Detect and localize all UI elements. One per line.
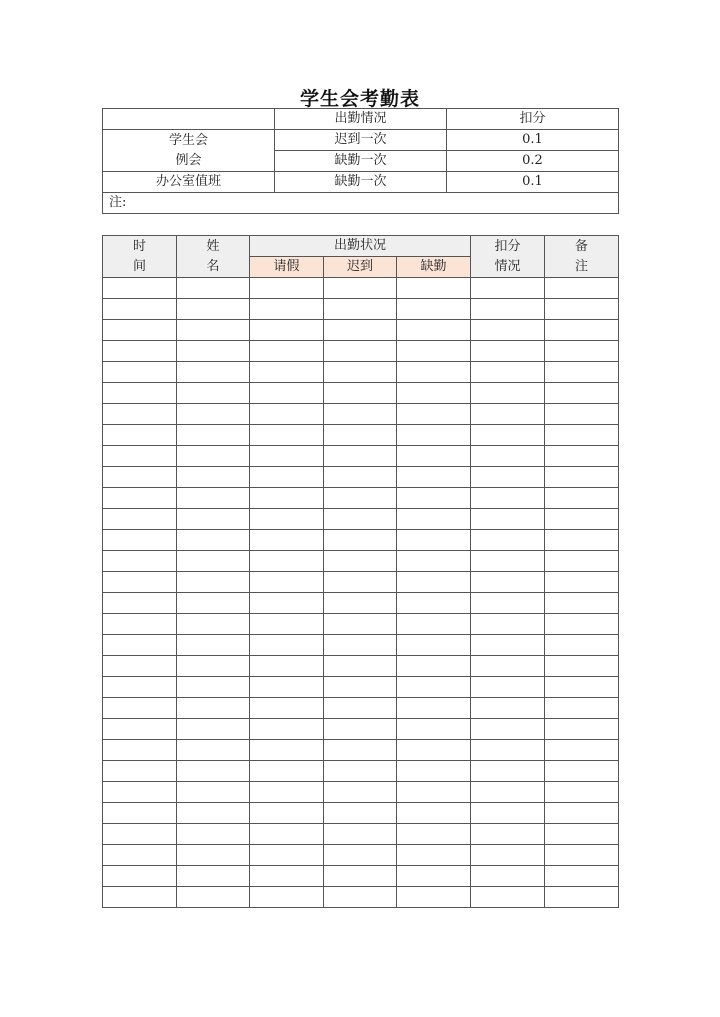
table-row bbox=[103, 551, 619, 572]
header-deduction-line1: 扣分 bbox=[494, 238, 521, 254]
table-row bbox=[103, 740, 619, 761]
table-cell bbox=[324, 824, 397, 845]
table-cell bbox=[545, 425, 619, 446]
table-cell bbox=[250, 404, 324, 425]
table-cell bbox=[177, 383, 250, 404]
table-cell bbox=[471, 824, 545, 845]
table-cell bbox=[324, 593, 397, 614]
table-cell bbox=[250, 677, 324, 698]
header-name-line2: 名 bbox=[206, 258, 220, 274]
rules-note-row bbox=[103, 193, 619, 214]
table-cell bbox=[250, 572, 324, 593]
table-cell bbox=[103, 698, 177, 719]
table-row bbox=[103, 761, 619, 782]
table-cell bbox=[545, 404, 619, 425]
table-cell bbox=[471, 866, 545, 887]
table-cell bbox=[545, 740, 619, 761]
table-cell bbox=[471, 278, 545, 299]
table-cell bbox=[545, 383, 619, 404]
table-cell bbox=[397, 593, 471, 614]
table-cell bbox=[471, 803, 545, 824]
table-row bbox=[103, 572, 619, 593]
table-row bbox=[103, 656, 619, 677]
rules-deduction-cell: 0.2 bbox=[447, 151, 619, 172]
table-cell bbox=[324, 425, 397, 446]
table-row bbox=[103, 677, 619, 698]
table-cell bbox=[324, 509, 397, 530]
header-remarks-line1: 备 bbox=[574, 238, 588, 254]
table-cell bbox=[471, 320, 545, 341]
rules-attendance-cell: 缺勤一次 bbox=[275, 151, 447, 172]
table-cell bbox=[397, 551, 471, 572]
header-time-line1: 时 bbox=[132, 238, 146, 254]
deduction-rules-table bbox=[102, 108, 619, 214]
table-cell bbox=[324, 488, 397, 509]
rules-category-meeting-line1: 学生会 bbox=[168, 132, 208, 148]
table-cell bbox=[103, 761, 177, 782]
rules-header-blank bbox=[103, 109, 275, 130]
table-cell bbox=[471, 299, 545, 320]
table-cell bbox=[397, 341, 471, 362]
header-remarks-line2: 注 bbox=[574, 258, 588, 274]
table-cell bbox=[103, 404, 177, 425]
table-cell bbox=[545, 467, 619, 488]
table-cell bbox=[471, 362, 545, 383]
table-cell bbox=[397, 635, 471, 656]
table-cell bbox=[103, 446, 177, 467]
table-cell bbox=[103, 278, 177, 299]
table-cell bbox=[545, 887, 619, 908]
rules-note: 注: bbox=[103, 193, 619, 214]
rules-attendance-cell: 缺勤一次 bbox=[275, 172, 447, 193]
table-cell bbox=[471, 593, 545, 614]
table-cell bbox=[397, 488, 471, 509]
table-cell bbox=[250, 299, 324, 320]
table-cell bbox=[177, 341, 250, 362]
table-cell bbox=[397, 614, 471, 635]
table-cell bbox=[177, 572, 250, 593]
table-cell bbox=[324, 530, 397, 551]
table-cell bbox=[177, 509, 250, 530]
table-cell bbox=[250, 824, 324, 845]
table-cell bbox=[471, 425, 545, 446]
table-cell bbox=[103, 383, 177, 404]
table-cell bbox=[545, 341, 619, 362]
rules-header-attendance: 出勤情况 bbox=[275, 109, 447, 130]
table-cell bbox=[250, 551, 324, 572]
table-cell bbox=[250, 656, 324, 677]
table-row bbox=[103, 845, 619, 866]
table-cell bbox=[103, 488, 177, 509]
rules-deduction-cell: 0.1 bbox=[447, 130, 619, 151]
table-cell bbox=[397, 299, 471, 320]
table-cell bbox=[397, 803, 471, 824]
table-cell bbox=[324, 782, 397, 803]
table-row bbox=[103, 467, 619, 488]
table-cell bbox=[471, 341, 545, 362]
header-remarks bbox=[545, 236, 619, 278]
table-cell bbox=[250, 530, 324, 551]
table-cell bbox=[250, 509, 324, 530]
table-cell bbox=[177, 446, 250, 467]
table-cell bbox=[177, 320, 250, 341]
table-cell bbox=[397, 698, 471, 719]
table-cell bbox=[250, 698, 324, 719]
table-cell bbox=[177, 299, 250, 320]
table-cell bbox=[397, 446, 471, 467]
table-cell bbox=[397, 782, 471, 803]
table-cell bbox=[177, 782, 250, 803]
table-cell bbox=[324, 320, 397, 341]
table-cell bbox=[471, 635, 545, 656]
table-cell bbox=[177, 677, 250, 698]
rules-header-deduction: 扣分 bbox=[447, 109, 619, 130]
table-cell bbox=[545, 530, 619, 551]
table-cell bbox=[397, 719, 471, 740]
table-cell bbox=[177, 530, 250, 551]
table-cell bbox=[397, 761, 471, 782]
table-row bbox=[103, 887, 619, 908]
table-cell bbox=[471, 719, 545, 740]
table-cell bbox=[177, 740, 250, 761]
table-cell bbox=[545, 698, 619, 719]
header-name-line1: 姓 bbox=[206, 238, 220, 254]
table-cell bbox=[397, 425, 471, 446]
table-cell bbox=[397, 740, 471, 761]
table-cell bbox=[103, 845, 177, 866]
table-cell bbox=[545, 614, 619, 635]
rules-category-meeting-line2: 例会 bbox=[175, 152, 202, 168]
table-row bbox=[103, 635, 619, 656]
table-cell bbox=[324, 719, 397, 740]
table-cell bbox=[250, 425, 324, 446]
rules-attendance-cell: 迟到一次 bbox=[275, 130, 447, 151]
table-cell bbox=[250, 740, 324, 761]
table-cell bbox=[177, 845, 250, 866]
table-row bbox=[103, 593, 619, 614]
table-cell bbox=[103, 509, 177, 530]
table-cell bbox=[545, 824, 619, 845]
table-cell bbox=[397, 677, 471, 698]
table-cell bbox=[250, 467, 324, 488]
table-cell bbox=[324, 446, 397, 467]
table-cell bbox=[545, 719, 619, 740]
table-cell bbox=[177, 278, 250, 299]
table-cell bbox=[397, 824, 471, 845]
table-cell bbox=[545, 845, 619, 866]
table-cell bbox=[471, 740, 545, 761]
table-cell bbox=[545, 278, 619, 299]
table-row bbox=[103, 866, 619, 887]
table-cell bbox=[103, 866, 177, 887]
table-cell bbox=[471, 656, 545, 677]
table-cell bbox=[177, 362, 250, 383]
table-cell bbox=[103, 635, 177, 656]
table-cell bbox=[324, 761, 397, 782]
table-cell bbox=[250, 446, 324, 467]
table-cell bbox=[250, 845, 324, 866]
table-cell bbox=[250, 383, 324, 404]
table-cell bbox=[471, 530, 545, 551]
table-cell bbox=[103, 740, 177, 761]
table-cell bbox=[471, 551, 545, 572]
table-cell bbox=[471, 887, 545, 908]
table-cell bbox=[177, 593, 250, 614]
table-row bbox=[103, 299, 619, 320]
rules-category-meeting bbox=[103, 130, 275, 172]
table-row bbox=[103, 530, 619, 551]
table-row bbox=[103, 509, 619, 530]
table-cell bbox=[103, 320, 177, 341]
table-cell bbox=[471, 446, 545, 467]
table-cell bbox=[103, 593, 177, 614]
table-cell bbox=[545, 320, 619, 341]
header-attendance-status: 出勤状况 bbox=[250, 236, 471, 257]
header-deduction bbox=[471, 236, 545, 278]
table-cell bbox=[471, 404, 545, 425]
table-cell bbox=[324, 698, 397, 719]
table-row bbox=[103, 404, 619, 425]
table-cell bbox=[250, 887, 324, 908]
table-cell bbox=[471, 698, 545, 719]
table-cell bbox=[103, 782, 177, 803]
table-cell bbox=[103, 719, 177, 740]
table-cell bbox=[545, 572, 619, 593]
table-cell bbox=[471, 383, 545, 404]
table-cell bbox=[545, 761, 619, 782]
table-cell bbox=[324, 362, 397, 383]
table-cell bbox=[324, 656, 397, 677]
table-cell bbox=[324, 845, 397, 866]
table-cell bbox=[177, 488, 250, 509]
table-cell bbox=[250, 593, 324, 614]
table-cell bbox=[103, 572, 177, 593]
table-cell bbox=[397, 320, 471, 341]
table-cell bbox=[103, 803, 177, 824]
table-cell bbox=[397, 656, 471, 677]
rules-row-office-duty bbox=[103, 172, 619, 193]
header-absent: 缺勤 bbox=[397, 257, 471, 278]
table-cell bbox=[103, 362, 177, 383]
table-cell bbox=[324, 635, 397, 656]
table-row bbox=[103, 719, 619, 740]
table-cell bbox=[545, 677, 619, 698]
table-cell bbox=[471, 761, 545, 782]
table-row bbox=[103, 362, 619, 383]
table-cell bbox=[250, 320, 324, 341]
table-cell bbox=[324, 341, 397, 362]
header-time bbox=[103, 236, 177, 278]
table-cell bbox=[103, 425, 177, 446]
table-row bbox=[103, 320, 619, 341]
table-cell bbox=[177, 698, 250, 719]
table-cell bbox=[103, 614, 177, 635]
table-cell bbox=[471, 845, 545, 866]
table-cell bbox=[545, 866, 619, 887]
table-cell bbox=[324, 278, 397, 299]
table-cell bbox=[471, 614, 545, 635]
table-cell bbox=[397, 278, 471, 299]
table-cell bbox=[324, 383, 397, 404]
table-cell bbox=[177, 656, 250, 677]
rules-category-office: 办公室值班 bbox=[103, 172, 275, 193]
table-row bbox=[103, 614, 619, 635]
table-cell bbox=[103, 467, 177, 488]
table-cell bbox=[397, 530, 471, 551]
table-cell bbox=[103, 530, 177, 551]
header-deduction-line2: 情况 bbox=[494, 258, 521, 274]
table-cell bbox=[177, 467, 250, 488]
table-cell bbox=[471, 509, 545, 530]
table-cell bbox=[177, 887, 250, 908]
table-cell bbox=[250, 362, 324, 383]
page-title: 学生会考勤表 bbox=[299, 88, 420, 110]
table-cell bbox=[397, 887, 471, 908]
table-cell bbox=[397, 467, 471, 488]
table-cell bbox=[250, 278, 324, 299]
table-cell bbox=[103, 551, 177, 572]
table-cell bbox=[545, 551, 619, 572]
table-cell bbox=[177, 614, 250, 635]
header-name bbox=[177, 236, 250, 278]
table-cell bbox=[250, 635, 324, 656]
table-cell bbox=[324, 677, 397, 698]
table-cell bbox=[397, 383, 471, 404]
header-leave: 请假 bbox=[250, 257, 324, 278]
table-cell bbox=[397, 866, 471, 887]
table-cell bbox=[471, 677, 545, 698]
table-cell bbox=[103, 341, 177, 362]
table-cell bbox=[177, 635, 250, 656]
table-row bbox=[103, 446, 619, 467]
table-cell bbox=[177, 824, 250, 845]
table-row bbox=[103, 824, 619, 845]
table-row bbox=[103, 278, 619, 299]
table-cell bbox=[103, 656, 177, 677]
table-row bbox=[103, 341, 619, 362]
table-row bbox=[103, 782, 619, 803]
table-cell bbox=[545, 782, 619, 803]
rules-row-meeting-late bbox=[103, 130, 619, 151]
table-cell bbox=[545, 635, 619, 656]
table-cell bbox=[177, 866, 250, 887]
table-cell bbox=[545, 446, 619, 467]
table-cell bbox=[177, 404, 250, 425]
table-cell bbox=[250, 488, 324, 509]
table-cell bbox=[250, 719, 324, 740]
table-cell bbox=[103, 824, 177, 845]
table-cell bbox=[103, 299, 177, 320]
table-cell bbox=[545, 803, 619, 824]
attendance-header-row-1 bbox=[103, 236, 619, 257]
table-cell bbox=[397, 845, 471, 866]
table-cell bbox=[397, 404, 471, 425]
table-cell bbox=[324, 551, 397, 572]
table-row bbox=[103, 803, 619, 824]
header-late: 迟到 bbox=[324, 257, 397, 278]
table-cell bbox=[471, 572, 545, 593]
rules-header-row bbox=[103, 109, 619, 130]
table-cell bbox=[324, 740, 397, 761]
table-row bbox=[103, 698, 619, 719]
table-cell bbox=[250, 866, 324, 887]
table-cell bbox=[177, 719, 250, 740]
table-cell bbox=[250, 614, 324, 635]
table-cell bbox=[177, 551, 250, 572]
table-cell bbox=[250, 782, 324, 803]
table-cell bbox=[397, 362, 471, 383]
table-cell bbox=[471, 488, 545, 509]
table-cell bbox=[397, 509, 471, 530]
table-cell bbox=[545, 509, 619, 530]
table-row bbox=[103, 425, 619, 446]
attendance-body bbox=[103, 278, 619, 908]
table-cell bbox=[177, 425, 250, 446]
table-cell bbox=[471, 467, 545, 488]
table-cell bbox=[324, 467, 397, 488]
rules-deduction-cell: 0.1 bbox=[447, 172, 619, 193]
table-cell bbox=[177, 803, 250, 824]
table-cell bbox=[103, 677, 177, 698]
table-row bbox=[103, 488, 619, 509]
table-cell bbox=[177, 761, 250, 782]
table-cell bbox=[324, 404, 397, 425]
table-cell bbox=[545, 593, 619, 614]
table-cell bbox=[545, 362, 619, 383]
table-cell bbox=[324, 572, 397, 593]
table-cell bbox=[250, 341, 324, 362]
table-cell bbox=[103, 887, 177, 908]
table-cell bbox=[250, 803, 324, 824]
table-cell bbox=[324, 887, 397, 908]
header-time-line2: 间 bbox=[132, 258, 146, 274]
table-cell bbox=[545, 656, 619, 677]
table-cell bbox=[471, 782, 545, 803]
table-cell bbox=[324, 866, 397, 887]
table-cell bbox=[545, 488, 619, 509]
table-cell bbox=[324, 299, 397, 320]
table-row bbox=[103, 383, 619, 404]
attendance-table bbox=[102, 235, 619, 908]
table-cell bbox=[545, 299, 619, 320]
table-cell bbox=[324, 614, 397, 635]
table-cell bbox=[397, 572, 471, 593]
table-cell bbox=[250, 761, 324, 782]
table-cell bbox=[324, 803, 397, 824]
